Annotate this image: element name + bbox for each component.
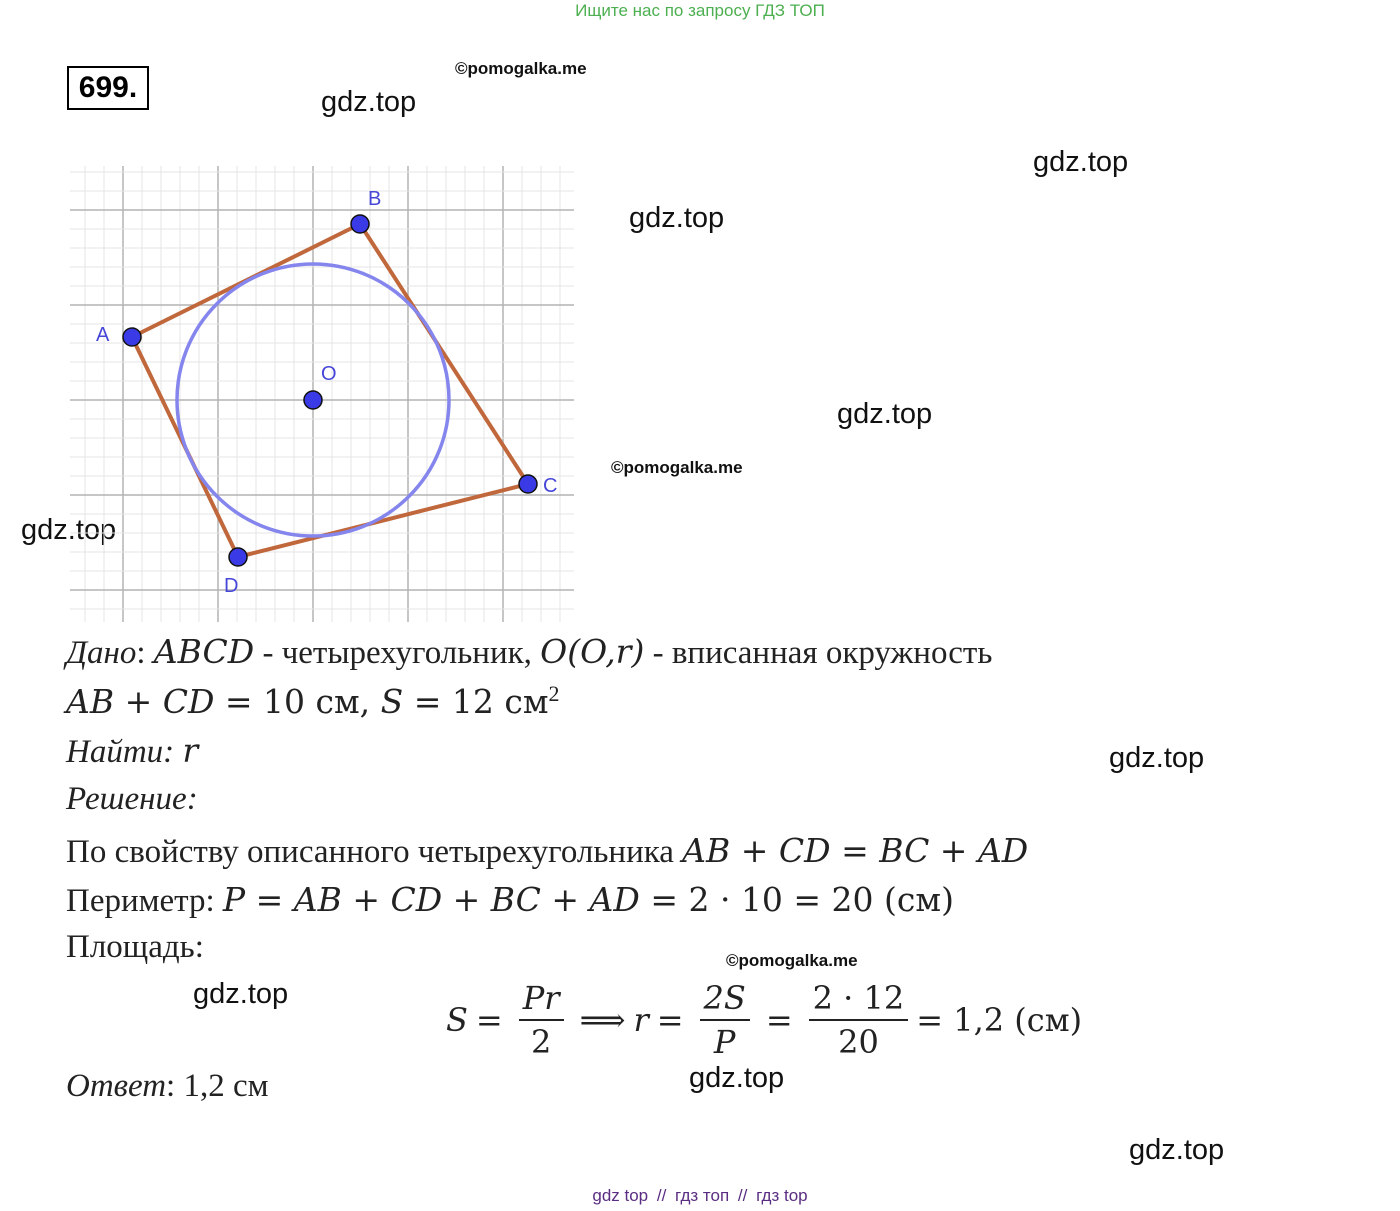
task-number: 699. bbox=[67, 66, 149, 110]
answer-colon: : bbox=[166, 1068, 176, 1104]
formula-implies: ⟹ bbox=[579, 1001, 626, 1039]
given-colon: : bbox=[136, 635, 146, 671]
site-watermark: gdz.top bbox=[689, 1062, 785, 1094]
label-b: B bbox=[368, 188, 382, 210]
given-sum-value: = 10 см, bbox=[214, 682, 381, 721]
point-b bbox=[351, 215, 369, 233]
formula-s: S bbox=[446, 1001, 468, 1039]
fraction-den: P bbox=[713, 1023, 736, 1061]
geometry-figure bbox=[0, 0, 600, 630]
solution-line-2-result: = 2 · 10 = 20 (см) bbox=[639, 880, 954, 919]
footer-link-gdz-top-mixed[interactable]: гдз top bbox=[756, 1186, 808, 1205]
site-watermark: gdz.top bbox=[629, 202, 725, 234]
point-c bbox=[519, 475, 537, 493]
fraction-pr-over-2 bbox=[519, 979, 564, 1061]
given-area-value: = 12 см bbox=[403, 682, 549, 721]
point-d bbox=[229, 548, 247, 566]
solution-line-1-text: По свойству описанного четырехугольника bbox=[66, 834, 683, 870]
site-watermark: gdz.top bbox=[1033, 146, 1129, 178]
fraction-num: 2 · 12 bbox=[809, 979, 909, 1021]
site-watermark: gdz.top bbox=[321, 86, 417, 118]
solution-line-3: Площадь: bbox=[66, 929, 204, 965]
label-c: C bbox=[543, 475, 558, 497]
find-line bbox=[66, 731, 198, 771]
given-sum: AB + CD bbox=[66, 682, 215, 721]
search-banner: Ищите нас по запросу ГДЗ ТОП bbox=[575, 1, 825, 20]
point-o bbox=[304, 391, 322, 409]
find-label: Найти: bbox=[66, 734, 175, 770]
formula-result: = 1,2 (см) bbox=[916, 1001, 1083, 1039]
area-formula bbox=[446, 970, 1082, 1070]
site-watermark: gdz.top bbox=[1129, 1134, 1225, 1166]
formula-eq: = bbox=[765, 1001, 793, 1039]
copyright-watermark: ©pomogalka.me bbox=[455, 59, 587, 78]
label-o: O bbox=[321, 363, 337, 385]
given-text-1: - четырехугольник, bbox=[254, 635, 541, 671]
solution-line-1 bbox=[66, 831, 1028, 871]
given-area-unit-sup: 2 bbox=[548, 681, 560, 706]
fraction-den: 20 bbox=[838, 1023, 879, 1061]
answer-value: 1,2 см bbox=[175, 1068, 269, 1104]
fraction-num: 2S bbox=[700, 979, 750, 1021]
given-quad: ABCD bbox=[153, 632, 255, 671]
formula-eq: = bbox=[656, 1001, 684, 1039]
fraction-24-over-20 bbox=[809, 979, 909, 1061]
given-text-2: - вписанная окружность bbox=[644, 635, 993, 671]
solution-label: Решение: bbox=[66, 781, 198, 817]
fraction-num: Pr bbox=[519, 979, 564, 1021]
fraction-den: 2 bbox=[530, 1023, 552, 1061]
site-watermark: gdz.top bbox=[21, 514, 117, 546]
copyright-watermark: ©pomogalka.me bbox=[726, 951, 858, 970]
footer-links bbox=[0, 1186, 1400, 1206]
given-circle: O(O,r) bbox=[540, 632, 645, 671]
given-label: Дано bbox=[66, 635, 137, 671]
site-watermark: gdz.top bbox=[837, 398, 933, 430]
formula-eq: = bbox=[475, 1001, 503, 1039]
answer-line bbox=[66, 1068, 268, 1105]
label-d: D bbox=[224, 575, 239, 597]
find-var: r bbox=[182, 731, 199, 770]
point-a bbox=[123, 328, 141, 346]
solution-line-2 bbox=[66, 880, 954, 920]
solution-line-2-text: Периметр: bbox=[66, 883, 223, 919]
site-watermark: gdz.top bbox=[1109, 742, 1205, 774]
given-area-symbol: S bbox=[380, 682, 404, 721]
grid bbox=[70, 166, 574, 622]
footer-separator: // bbox=[656, 1186, 667, 1205]
fraction-2s-over-p bbox=[700, 979, 750, 1061]
footer-link-gdz-top-ru[interactable]: гдз топ bbox=[675, 1186, 730, 1205]
formula-r: r bbox=[633, 1001, 649, 1039]
quadrilateral-abcd bbox=[132, 224, 528, 557]
given-line bbox=[66, 632, 992, 672]
site-watermark: gdz.top bbox=[193, 978, 289, 1010]
solution-line-1-math: AB + CD = BC + AD bbox=[682, 831, 1029, 870]
given-line-2 bbox=[66, 681, 560, 722]
answer-label: Ответ bbox=[66, 1068, 167, 1104]
label-a: A bbox=[96, 324, 110, 346]
solution-line-2-math: P = AB + CD + BC + AD bbox=[222, 880, 640, 919]
footer-separator: // bbox=[737, 1186, 748, 1205]
footer-link-gdz-top[interactable]: gdz top bbox=[592, 1186, 649, 1205]
copyright-watermark: ©pomogalka.me bbox=[611, 458, 743, 477]
